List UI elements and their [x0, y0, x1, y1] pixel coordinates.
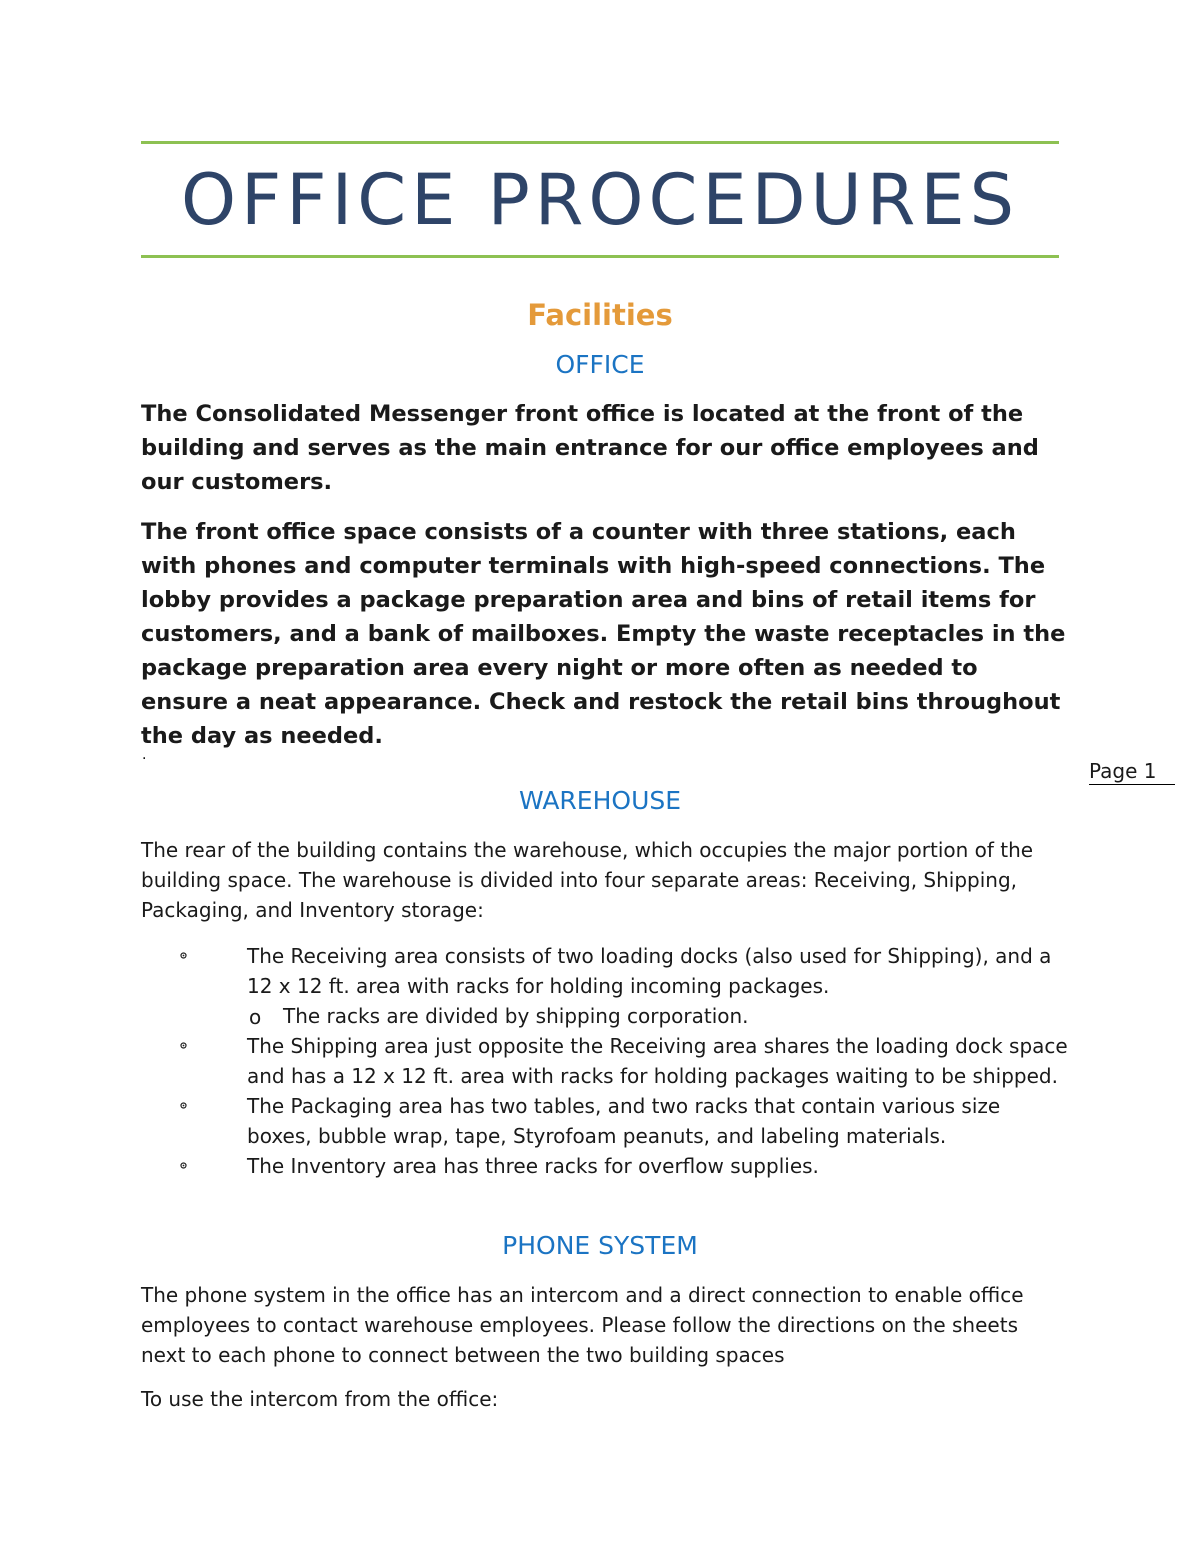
list-item [141, 941, 1071, 1031]
phone-system-heading: PHONE SYSTEM [502, 1231, 698, 1260]
bullet-icon [180, 1042, 187, 1049]
warehouse-intro: The rear of the building contains the warehouse, which occupies the major portion of the building space. The warehouse is divided into four separate areas: Receiving, Shipping, Packaging, and Inventory storage: [141, 838, 1034, 922]
warehouse-heading: WAREHOUSE [518, 786, 682, 815]
list-item [141, 1151, 1071, 1181]
warehouse-area-list [141, 941, 1071, 1181]
page-number: Page 1 [1089, 758, 1175, 785]
phone-system-paragraph-1: The phone system in the office has an intercom and a direct connection to enable office employees to contact warehouse employees. Please follow the directions on the sheets next to each phone to connect between the two building spaces [141, 1283, 1024, 1367]
list-item [141, 1031, 1071, 1091]
list-item-text: The Receiving area consists of two loading docks (also used for Shipping), and a 12 x 12 ft. area with racks for holding incoming packages. [247, 944, 1052, 998]
title-bottom-rule [141, 255, 1059, 258]
title-top-rule [141, 141, 1059, 144]
bullet-icon [180, 1162, 187, 1169]
sub-list [247, 1001, 1071, 1031]
bullet-icon [180, 1102, 187, 1109]
list-item-text: The Shipping area just opposite the Receiving area shares the loading dock space and has a 12 x 12 ft. area with racks for holding packages waiting to be shipped. [247, 1034, 1068, 1088]
trailing-mark: . [142, 747, 147, 763]
phone-system-paragraph-2: To use the intercom from the office: [141, 1387, 499, 1411]
list-item-text: The Packaging area has two tables, and two racks that contain various size boxes, bubble wrap, tape, Styrofoam peanuts, and labeling materials. [247, 1094, 1001, 1148]
facilities-heading: Facilities [527, 298, 673, 332]
office-paragraph-2: The front office space consists of a counter with three stations, each with phones and computer terminals with high-speed connections. The lobby provides a package preparation area and bins of retail items for customers, and a bank of mailboxes. Empty the waste receptacles in the package preparation area every night or more often as needed to ensure a neat appearance. Check and restock the retail bins throughout the day as needed. [141, 519, 1066, 749]
sub-bullet-icon: o [249, 1005, 262, 1029]
bullet-icon [180, 952, 187, 959]
office-heading: OFFICE [555, 350, 645, 379]
list-item [141, 1091, 1071, 1151]
document-title: OFFICE PROCEDURES [180, 159, 1020, 241]
sub-list-item [247, 1001, 1071, 1031]
list-item-text: The Inventory area has three racks for overflow supplies. [247, 1154, 819, 1178]
office-paragraph-1: The Consolidated Messenger front office is located at the front of the building and serves as the main entrance for our office employees and our customers. [141, 401, 1039, 495]
sub-list-item-text: The racks are divided by shipping corporation. [283, 1004, 749, 1028]
